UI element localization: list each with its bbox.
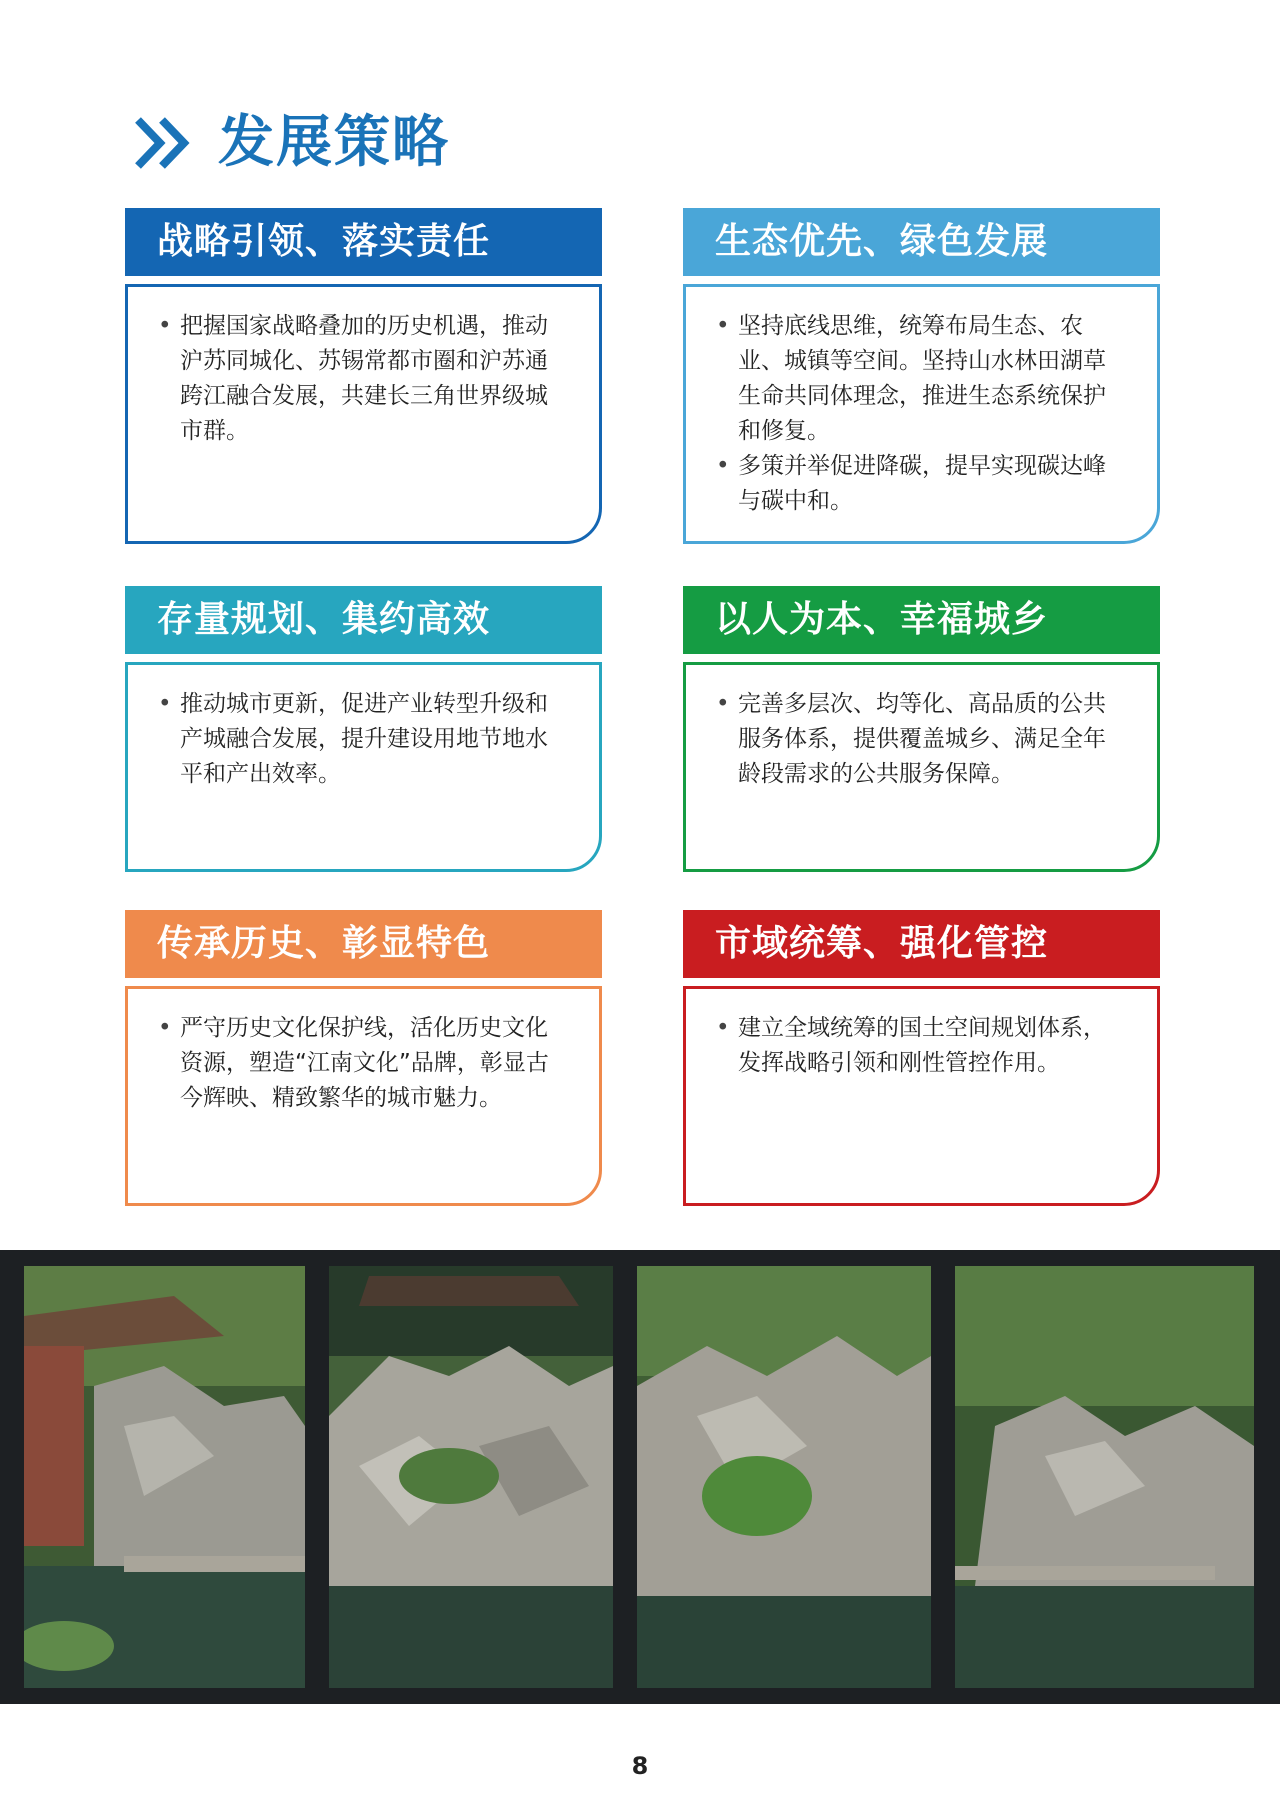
strategy-card-2 <box>683 208 1160 544</box>
garden-photo <box>0 1250 1280 1704</box>
photo-pane-left <box>24 1266 305 1688</box>
strategy-card-6 <box>683 910 1160 1206</box>
photo-pane-right <box>955 1266 1254 1688</box>
strategy-card-5 <box>125 910 602 1206</box>
photo-pane-center-left <box>329 1266 613 1688</box>
card-header <box>683 586 1160 654</box>
card-bullet: • 完善多层次、均等化、高品质的公共服务体系，提供覆盖城乡、满足全年龄段需求的公共服务保障。 <box>716 687 1117 792</box>
card-bullet: • 多策并举促进降碳，提早实现碳达峰与碳中和。 <box>716 449 1117 519</box>
card-body <box>125 986 602 1206</box>
card-title: 市域统筹、强化管控 <box>715 923 1049 964</box>
card-bullet: • 建立全域统筹的国土空间规划体系，发挥战略引领和刚性管控作用。 <box>716 1011 1117 1081</box>
strategy-card-1 <box>125 208 602 544</box>
page-number: 8 <box>631 1752 649 1780</box>
card-bullet: • 把握国家战略叠加的历史机遇，推动沪苏同城化、苏锡常都市圈和沪苏通跨江融合发展，共建长三角世界级城市群。 <box>158 309 559 449</box>
card-header <box>125 208 602 276</box>
card-header <box>683 208 1160 276</box>
card-bullet: • 严守历史文化保护线，活化历史文化资源，塑造“江南文化”品牌，彰显古今辉映、精致繁华的城市魅力。 <box>158 1011 559 1116</box>
card-body <box>125 662 602 872</box>
card-header <box>125 586 602 654</box>
double-chevron-icon <box>132 112 194 174</box>
card-title: 存量规划、集约高效 <box>157 599 491 640</box>
photo-pane-center-right <box>637 1266 931 1688</box>
card-body <box>683 986 1160 1206</box>
strategy-card-4 <box>683 586 1160 872</box>
card-body <box>683 284 1160 544</box>
strategy-card-3 <box>125 586 602 872</box>
card-title: 生态优先、绿色发展 <box>715 221 1049 262</box>
card-header <box>683 910 1160 978</box>
card-title: 以人为本、幸福城乡 <box>715 599 1049 640</box>
page-heading <box>132 108 450 178</box>
card-title: 战略引领、落实责任 <box>157 221 491 262</box>
card-bullet: • 推动城市更新，促进产业转型升级和产城融合发展，提升建设用地节地水平和产出效率。 <box>158 687 559 792</box>
card-title: 传承历史、彰显特色 <box>157 923 491 964</box>
card-body <box>683 662 1160 872</box>
card-header <box>125 910 602 978</box>
page-title: 发展策略 <box>218 110 450 175</box>
card-body <box>125 284 602 544</box>
card-bullet: • 坚持底线思维，统筹布局生态、农业、城镇等空间。坚持山水林田湖草生命共同体理念，推进生态系统保护和修复。 <box>716 309 1117 449</box>
